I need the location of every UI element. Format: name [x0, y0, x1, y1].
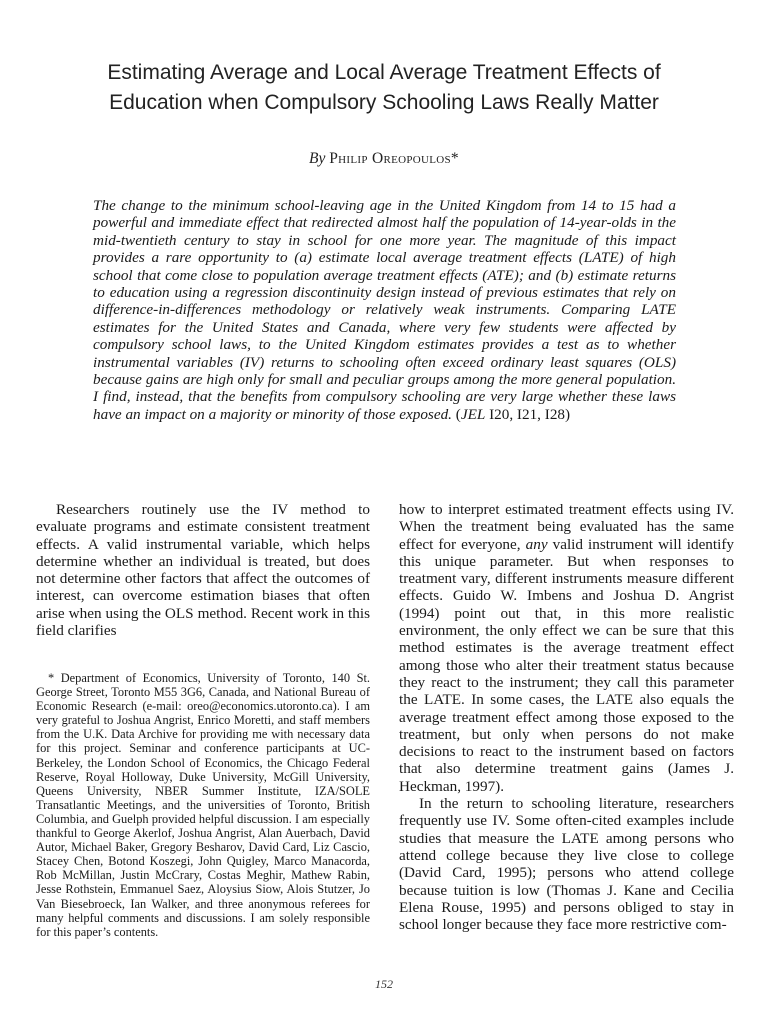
para2-part-b: valid instrument will identify this unique parameter. But when responses to treatment vary, different instruments measure different effects. Guido W. Imbens and Joshua D. Angrist (1994) point out that, in this more realistic environment, the only effect we can be sure that this method estimates is the average treatment effect among those who alter their treatment status because they react to the instrument; they call this parameter the LATE. In some cases, the LATE also equals the average treatment effect among those exposed to the treatment, but only when persons do not make decisions to react to the instrument based on factors that also determine treatment gains (James J. Heckman, 1997).: [399, 535, 734, 795]
jel-codes: I20, I21, I28): [485, 405, 571, 423]
body-paragraph-2: [399, 501, 734, 795]
title-line-1: Estimating Average and Local Average Treatment Effects of: [107, 61, 661, 84]
jel-label: JEL: [460, 405, 486, 423]
para2-part-a: how to interpret estimated treatment effects using IV. When the treatment being evaluated has the same effect for everyone,: [399, 501, 734, 553]
left-column: [36, 501, 370, 639]
byline: [0, 150, 768, 168]
title-line-2: Education when Compulsory Schooling Laws Really Matter: [109, 91, 659, 114]
author-footnote: [36, 671, 370, 939]
body-paragraph-3: In the return to schooling literature, researchers frequently use IV. Some often-cited examples include studies that measure the LATE among persons who attend college because they live close to college (David Card, 1995); persons who attend college because tuition is low (Thomas J. Kane and Cecilia Elena Rouse, 1995) and persons obliged to stay in school longer because they face more restrictive com-: [399, 795, 734, 934]
jel-open: (: [451, 405, 461, 423]
abstract: [93, 197, 676, 423]
paper-title: [20, 58, 748, 118]
author-name: Philip Oreopoulos*: [329, 150, 459, 167]
footnote-text: * Department of Economics, University of Toronto, 140 St. George Street, Toronto M55 3G6, Canada, and National Bureau of Economic Research (e-mail: oreo@economics.utoronto.ca). I am very grateful to Joshua Angrist, Enrico Moretti, and staff members from the U.K. Data Archive for providing me with necessary data for this project. Seminar and conference participants at UC-Berkeley, the London School of Economics, the Chicago Federal Reserve, Royal Holloway, Duke University, McGill University, Queens University, NBER Summer Institute, IZA/SOLE Transatlantic Meetings, and the universities of Toronto, British Columbia, and Guelph provided helpful discussion. I am especially thankful to George Akerlof, Joshua Angrist, Alan Auerbach, David Autor, Michael Baker, Gregory Besharov, David Card, Liz Cascio, Stacey Chen, Botond Koszegi, John Quigley, Marco Manacorda, Rob McMillan, Justin McCrary, Costas Meghir, Mathew Rabin, Jesse Rothstein, Emmanuel Saez, Aloysius Siow, Alois Stutzer, Jo Van Biesebroeck, Ian Walker, and three anonymous referees for many helpful comments and discussions. I am solely responsible for this paper’s contents.: [36, 671, 370, 939]
body-paragraph-1: Researchers routinely use the IV method to evaluate programs and estimate consistent treatment effects. A valid instrumental variable, which helps determine whether an individual is treated, but does not determine other factors that affect the outcomes of interest, can overcome estimation biases that often arise when using the OLS method. Recent work in this field clarifies: [36, 501, 370, 640]
para2-emphasis: any: [525, 535, 548, 553]
byline-by: By: [309, 150, 326, 167]
page-number: 152: [375, 977, 393, 991]
right-column: [399, 501, 734, 933]
abstract-text: The change to the minimum school-leaving age in the United Kingdom from 14 to 15 had a powerful and immediate effect that redirected almost half the population of 14-year-olds in the mid-twentieth century to stay in school for one more year. The magnitude of this impact provides a rare opportunity to (a) estimate local average treatment effects (LATE) of high school that come close to population average treatment effects (ATE); and (b) estimate returns to education using a regression discontinuity design instead of previous estimates that rely on difference-in-differences methodology or relatively weak instruments. Comparing LATE estimates for the United States and Canada, where very few students were affected by compulsory school laws, to the United Kingdom estimates provides a test as to whether instrumental variables (IV) returns to schooling often exceed ordinary least squares (OLS) because gains are high only for small and peculiar groups among the more general population. I find, instead, that the benefits from compulsory schooling are very large whether these laws have an impact on a majority or minority of those exposed.: [93, 197, 676, 423]
